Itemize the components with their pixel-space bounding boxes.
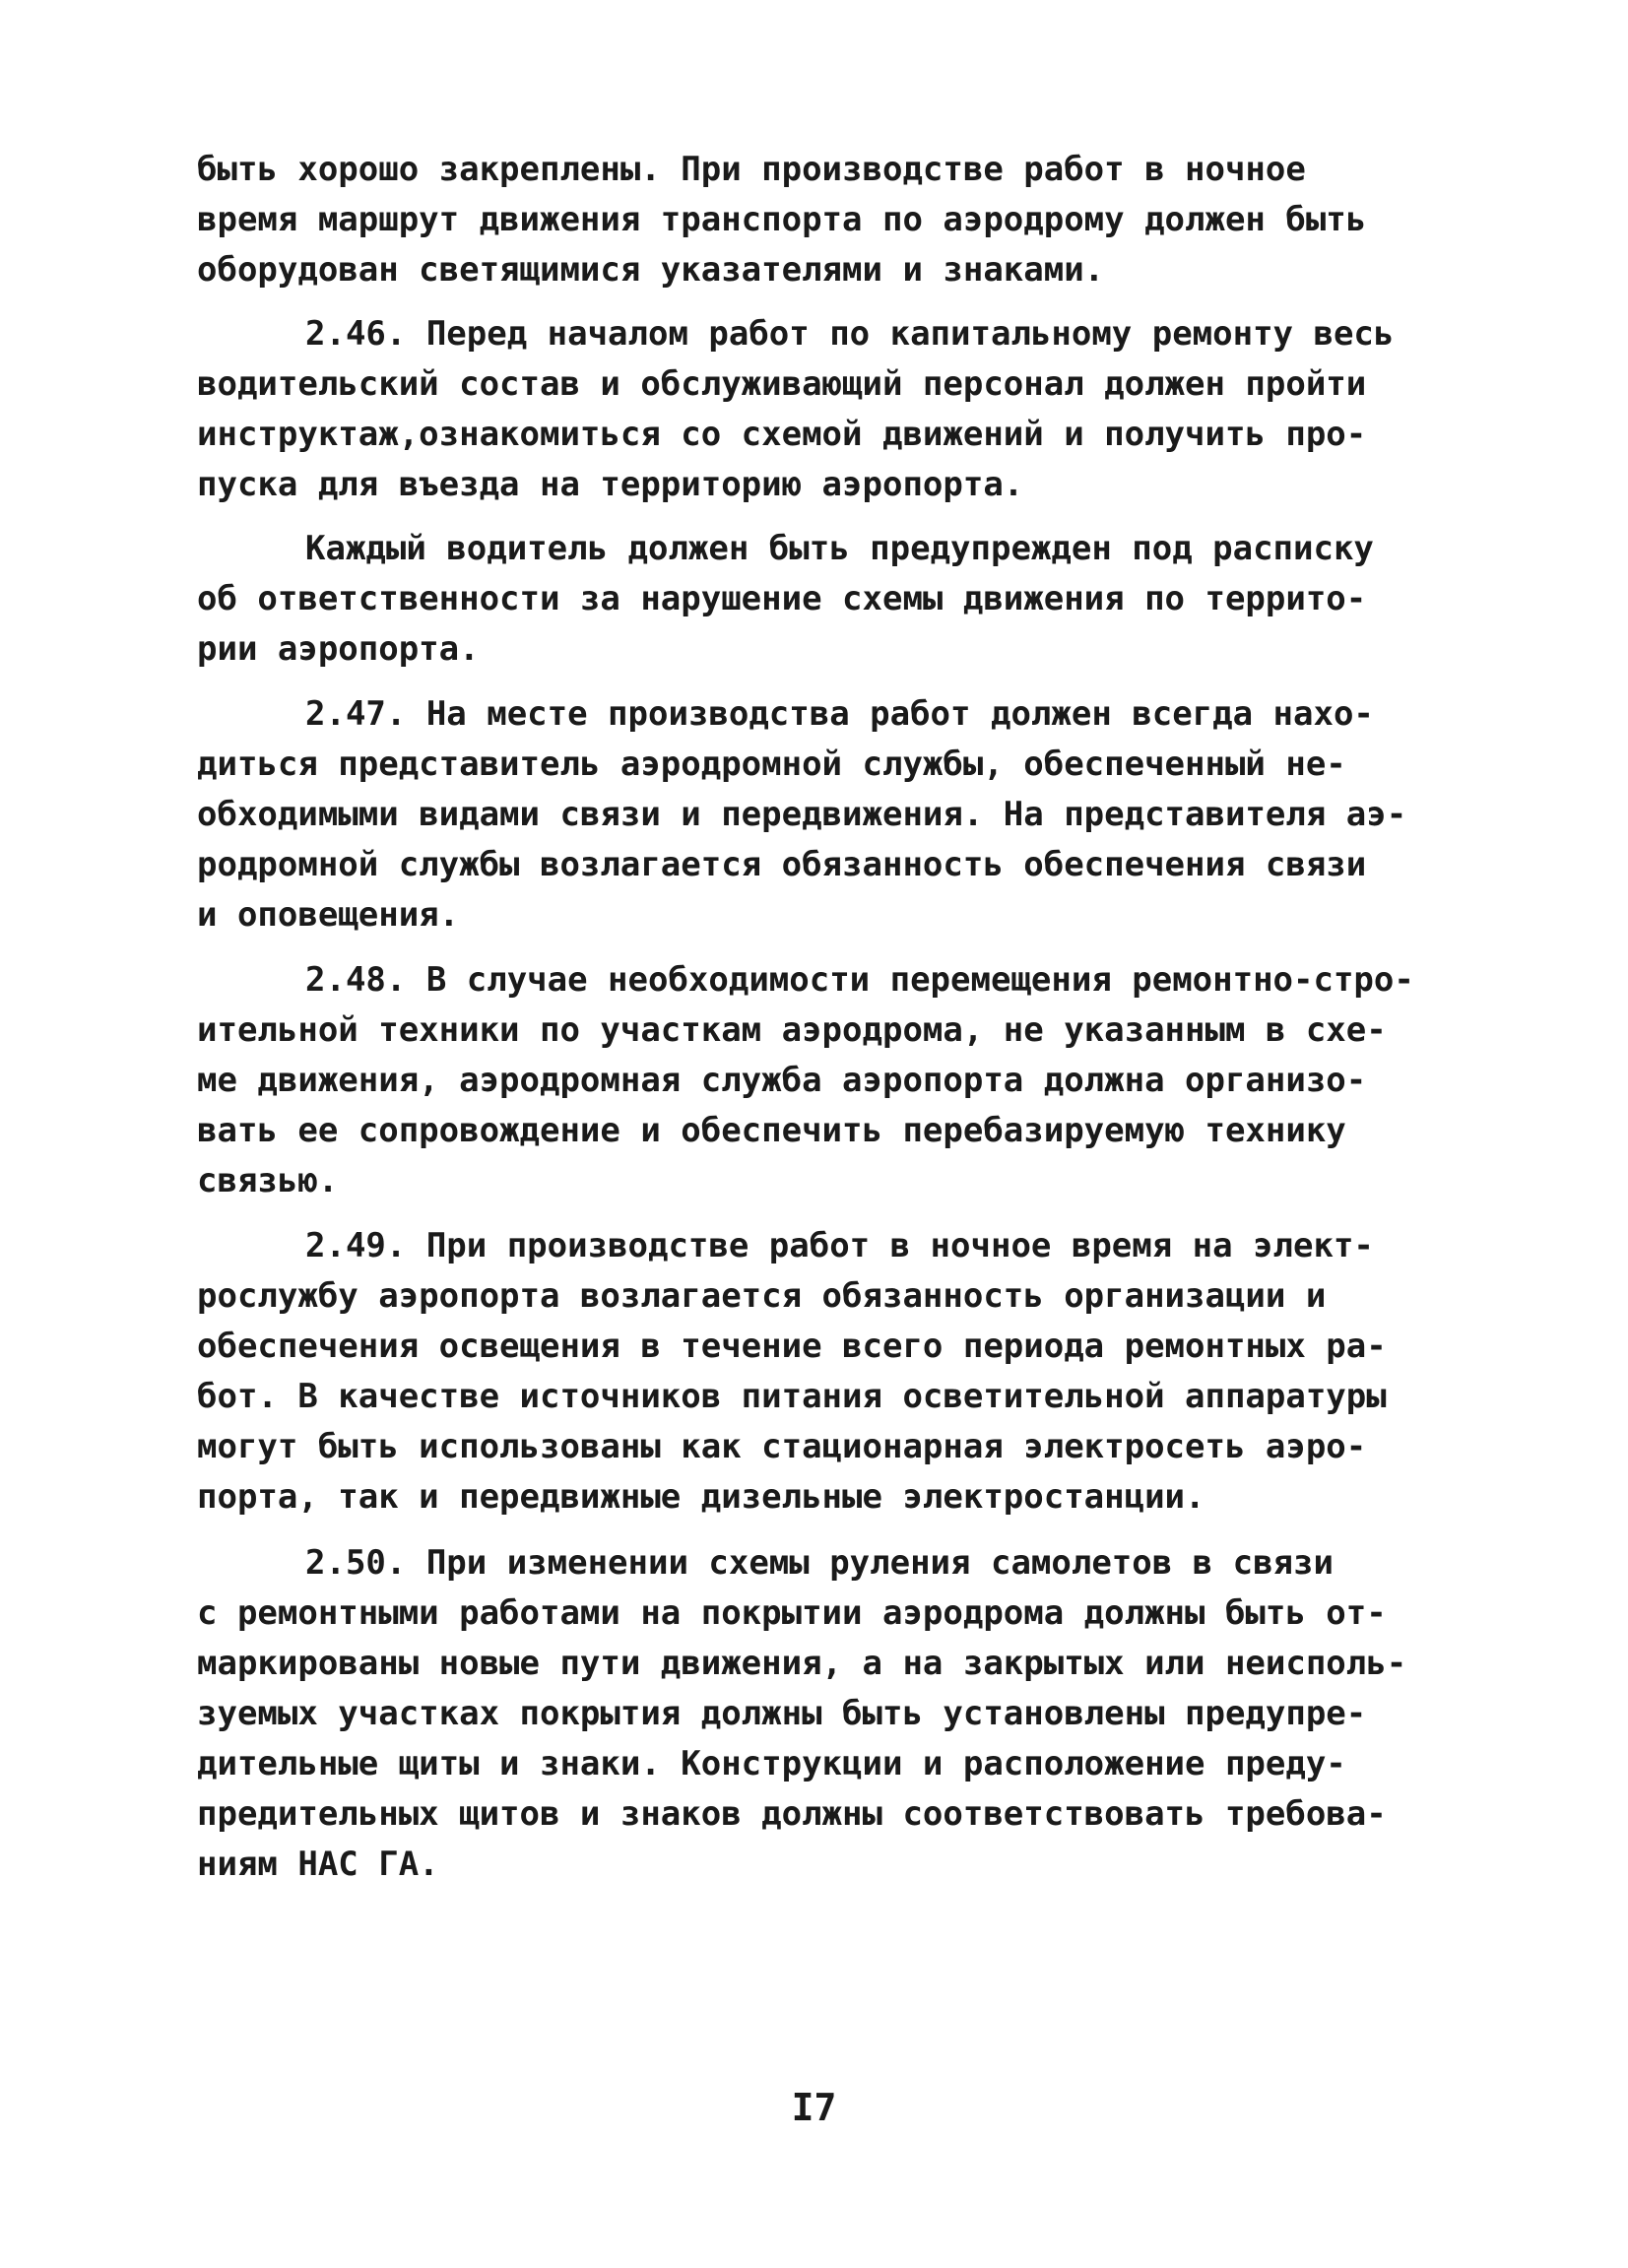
text-line: ниям НАС ГА. (197, 1845, 439, 1884)
paragraph-2-48 (197, 955, 1448, 1206)
paragraph-2-47 (197, 689, 1448, 940)
text-line: обходимыми видами связи и передвижения. На представителя аэ- (197, 795, 1407, 834)
text-line: дительные щиты и знаки. Конструкции и расположение преду- (197, 1744, 1346, 1783)
text-line: 2.47. На месте производства работ должен всегда нахо- (305, 694, 1374, 734)
text-line: инструктаж,ознакомиться со схемой движений и получить про- (197, 415, 1367, 454)
text-line: связью. (197, 1161, 339, 1200)
text-line: быть хорошо закреплены. При производстве работ в ночное (197, 150, 1306, 189)
text-line: оборудован светящимися указателями и знаками. (197, 250, 1105, 290)
text-line: 2.49. При производстве работ в ночное время на элект- (305, 1226, 1374, 1265)
text-line: 2.50. При изменении схемы руления самолетов в связи (305, 1543, 1334, 1583)
text-line: ме движения, аэродромная служба аэропорта должна организо- (197, 1061, 1367, 1100)
text-line: Каждый водитель должен быть предупрежден под расписку (305, 529, 1374, 568)
text-line: зуемых участках покрытия должны быть установлены предупре- (197, 1694, 1367, 1733)
text-line: рии аэропорта. (197, 629, 480, 669)
text-line: вать ее сопровождение и обеспечить перебазируемую технику (197, 1111, 1346, 1150)
paragraph-2-50 (197, 1538, 1448, 1890)
text-line: 2.46. Перед началом работ по капитальному ремонту весь (305, 314, 1395, 354)
text-line: и оповещения. (197, 895, 460, 935)
text-line: 2.48. В случае необходимости перемещения ремонтно-стро- (305, 960, 1414, 1000)
text-line: ительной техники по участкам аэродрома, не указанным в схе- (197, 1010, 1387, 1050)
text-line: водительский состав и обслуживающий персонал должен пройти (197, 364, 1367, 404)
paragraph-continuation (197, 145, 1448, 295)
text-line: время маршрут движения транспорта по аэродрому должен быть (197, 200, 1367, 239)
text-line: об ответственности за нарушение схемы движения по террито- (197, 579, 1367, 618)
text-line: с ремонтными работами на покрытии аэродрома должны быть от- (197, 1593, 1387, 1633)
text-line: рослужбу аэропорта возлагается обязанность организации и (197, 1276, 1327, 1316)
text-line: родромной службы возлагается обязанность обеспечения связи (197, 845, 1367, 884)
text-line: могут быть использованы как стационарная электросеть аэро- (197, 1427, 1367, 1466)
text-line: диться представитель аэродромной службы, обеспеченный не- (197, 745, 1346, 784)
text-line: пуска для въезда на территорию аэропорта. (197, 465, 1024, 504)
page-number: I7 (791, 2086, 837, 2129)
text-line: бот. В качестве источников питания осветительной аппаратуры (197, 1377, 1387, 1416)
text-line: маркированы новые пути движения, а на закрытых или неисполь- (197, 1644, 1407, 1683)
paragraph-driver-notice (197, 524, 1448, 675)
text-line: обеспечения освещения в течение всего периода ремонтных ра- (197, 1327, 1387, 1366)
paragraph-2-46 (197, 309, 1448, 510)
paragraph-2-49 (197, 1221, 1448, 1523)
text-line: предительных щитов и знаков должны соответствовать требова- (197, 1794, 1387, 1834)
text-line: порта, так и передвижные дизельные электростанции. (197, 1477, 1205, 1517)
